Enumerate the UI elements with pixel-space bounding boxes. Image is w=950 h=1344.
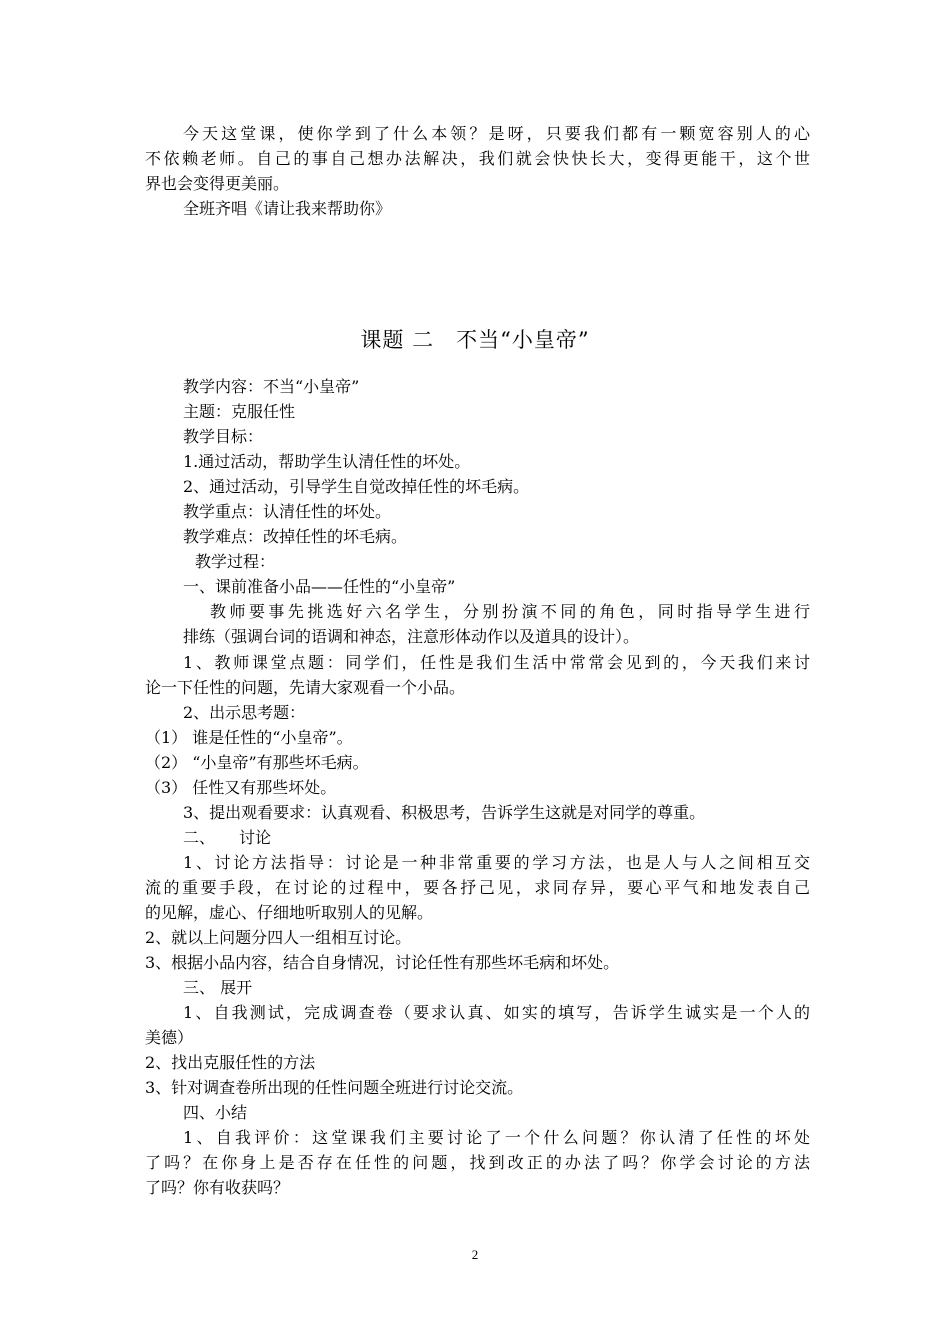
body-line: 3、针对调查卷所出现的任性问题全班进行讨论交流。 — [145, 1078, 524, 1097]
body-line: 教师要事先挑选好六名学生，分别扮演不同的角色，同时指导学生进行 — [210, 602, 810, 621]
body-line: 一、课前准备小品——任性的“小皇帝” — [183, 577, 456, 596]
lesson-title: 课题 二 不当“小皇帝” — [360, 328, 590, 352]
body-line: 教学目标： — [183, 427, 264, 446]
body-line: 的见解，虚心、仔细地听取别人的见解。 — [145, 903, 434, 922]
body-line: 教学过程： — [195, 552, 276, 571]
body-line: 排练（强调台词的语调和神态，注意形体动作以及道具的设计）。 — [183, 627, 640, 646]
body-line: （2） “小皇帝”有那些坏毛病。 — [145, 753, 369, 772]
body-line: 论一下任性的问题，先请大家观看一个小品。 — [145, 678, 466, 697]
body-line: 1、教师课堂点题：同学们，任性是我们生活中常常会见到的，今天我们来讨 — [183, 653, 810, 672]
body-line: 2、找出克服任性的方法 — [145, 1053, 316, 1072]
body-line: 教学难点：改掉任性的坏毛病。 — [183, 527, 408, 546]
body-line: 主题：克服任性 — [183, 402, 296, 421]
intro-line: 今天这堂课，使你学到了什么本领？是呀，只要我们都有一颗宽容别人的心 — [183, 124, 810, 143]
body-line: （1） 谁是任性的“小皇帝”。 — [145, 728, 353, 747]
intro-line: 全班齐唱《请让我来帮助你》 — [183, 199, 392, 218]
body-line: 流的重要手段，在讨论的过程中，要各抒己见，求同存异，要心平气和地发表自己 — [145, 878, 810, 897]
body-line: 美德） — [145, 1028, 194, 1047]
body-line: 了吗？你有收获吗？ — [145, 1178, 290, 1197]
body-line: 教学内容：不当“小皇帝” — [183, 377, 360, 396]
body-line: 1.通过活动，帮助学生认清任性的坏处。 — [183, 452, 471, 471]
page-number: 2 — [471, 1247, 479, 1262]
body-line: 三、 展开 — [183, 978, 253, 997]
body-line: 二、 讨论 — [183, 828, 272, 847]
body-line: 1、讨论方法指导：讨论是一种非常重要的学习方法，也是人与人之间相互交 — [183, 853, 810, 872]
intro-line: 界也会变得更美丽。 — [145, 174, 290, 193]
body-line: 1、自我测试，完成调查卷（要求认真、如实的填写，告诉学生诚实是一个人的 — [183, 1003, 810, 1022]
body-line: 2、通过活动，引导学生自觉改掉任性的坏毛病。 — [183, 477, 530, 496]
body-line: 四、小结 — [183, 1103, 248, 1122]
body-line: 3、根据小品内容，结合自身情况，讨论任性有那些坏毛病和坏处。 — [145, 953, 620, 972]
body-line: 1、自我评价：这堂课我们主要讨论了一个什么问题？你认清了任性的坏处 — [183, 1128, 810, 1147]
body-line: 教学重点：认清任性的坏处。 — [183, 502, 392, 521]
body-line: 了吗？在你身上是否存在任性的问题，找到改正的办法了吗？你学会讨论的方法 — [145, 1153, 810, 1172]
intro-line: 不依赖老师。自己的事自己想办法解决，我们就会快快长大，变得更能干，这个世 — [145, 149, 810, 168]
body-line: 2、出示思考题： — [183, 703, 306, 722]
body-line: 2、就以上问题分四人一组相互讨论。 — [145, 928, 412, 947]
body-line: 3、提出观看要求：认真观看、积极思考，告诉学生这就是对同学的尊重。 — [183, 803, 706, 822]
body-line: （3） 任性又有那些坏处。 — [145, 778, 337, 797]
